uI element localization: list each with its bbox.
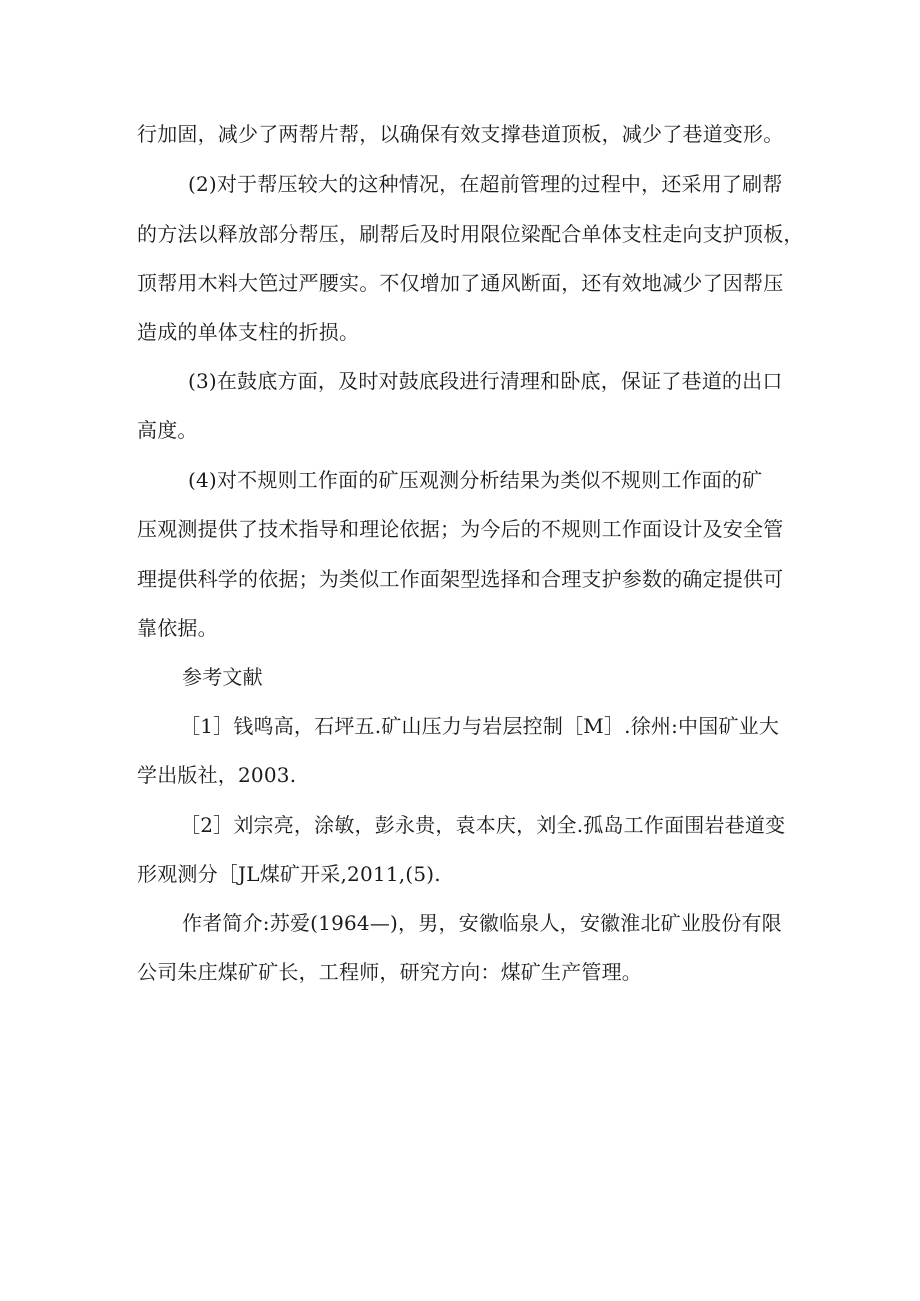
paragraph-3-line-2: 高度。 (137, 418, 198, 442)
paragraph-2-line-2: 的方法以释放部分帮压，刷帮后及时用限位梁配合单体支柱走向支护顶板， (137, 222, 804, 246)
paragraph-4-line-1: (4)对不规则工作面的矿压观测分析结果为类似不规则工作面的矿 (188, 468, 763, 492)
paragraph-4-line-2: 压观测提供了技术指导和理论依据；为今后的不规则工作面设计及安全管 (137, 517, 784, 541)
paragraph-1-line-1: 行加固，减少了两帮片帮，以确保有效支撑巷道顶板，减少了巷道变形。 (137, 122, 784, 146)
author-bio-line-2: 公司朱庄煤矿矿长，工程师，研究方向：煤矿生产管理。 (137, 960, 642, 984)
paragraph-2-line-3: 顶帮用木料大笆过严腰实。不仅增加了通风断面，还有效地减少了因帮压 (137, 271, 784, 295)
paragraph-4-line-3: 理提供科学的依据；为类似工作面架型选择和合理支护参数的确定提供可 (137, 567, 784, 591)
reference-1-line-2: 学出版社，2003. (137, 763, 297, 787)
paragraph-2-line-4: 造成的单体支柱的折损。 (137, 320, 360, 344)
author-bio-line-1: 作者简介:苏爱(1964—)，男，安徽临泉人，安徽淮北矿业股份有限 (182, 911, 782, 935)
paragraph-3-line-1: (3)在鼓底方面，及时对鼓底段进行清理和卧底，保证了巷道的出口 (188, 369, 783, 393)
references-heading: 参考文献 (182, 665, 263, 689)
paragraph-2-line-1: (2)对于帮压较大的这种情况，在超前管理的过程中，还采用了刷帮 (188, 172, 783, 196)
reference-1-line-1: ［1］钱鸣高，石坪五.矿山压力与岩层控制［M］.徐州:中国矿业大 (180, 714, 780, 738)
reference-2-line-2: 形观测分［JL煤矿开采,2011,(5). (137, 862, 441, 886)
reference-2-line-1: ［2］刘宗亮，涂敏，彭永贵，袁本庆，刘全.孤岛工作面围岩巷道变 (180, 813, 786, 837)
paragraph-4-line-4: 靠依据。 (137, 616, 218, 640)
